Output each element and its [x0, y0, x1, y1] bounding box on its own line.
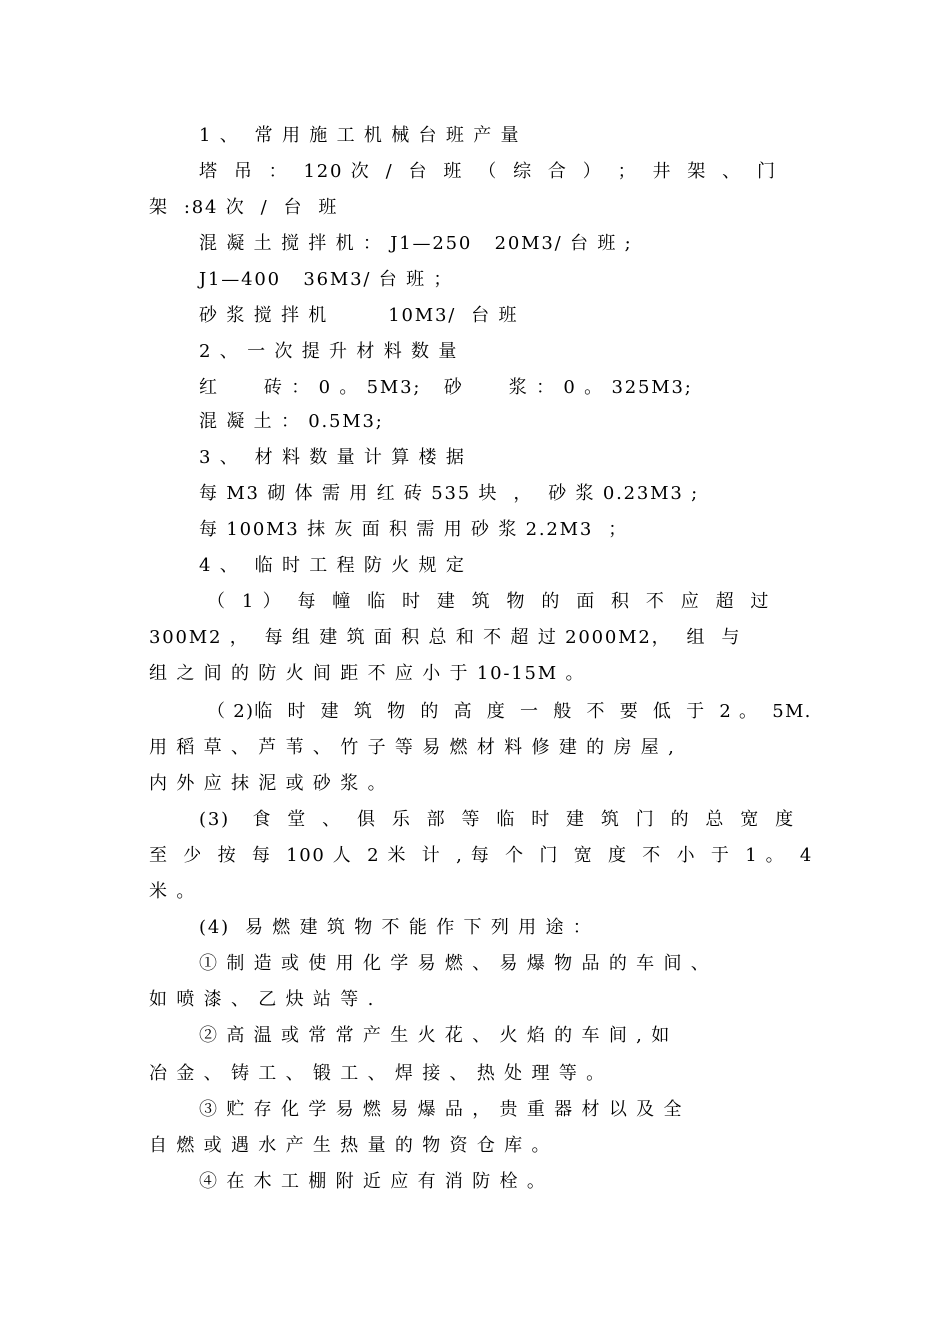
- heading-3: 3 、 材 料 数 量 计 算 楼 据: [199, 447, 466, 468]
- text-line-rule-2-cont: 用 稻 草 、 芦 苇 、 竹 子 等 易 燃 材 料 修 建 的 房 屋 ,: [149, 737, 676, 758]
- text-line-item-2-cont: 冶 金 、 铸 工 、 锻 工 、 焊 接 、 热 处 理 等 。: [149, 1063, 606, 1084]
- heading-1: 1 、 常 用 施 工 机 械 台 班 产 量: [199, 125, 521, 146]
- text-line-rule-1-cont: 300M2 ， 每 组 建 筑 面 积 总 和 不 超 过 2000M2， 组 与: [149, 627, 742, 648]
- text-line-brick-mortar: 红 砖 ： 0 。 5M3; 砂 浆 ： 0 。 325M3;: [199, 377, 693, 398]
- text-line-j1-400: J1—400 36M3/ 台 班 ；: [199, 269, 454, 290]
- text-line-item-1: ① 制 造 或 使 用 化 学 易 燃 、 易 爆 物 品 的 车 间 、: [199, 953, 711, 974]
- text-line-mortar-mixer: 砂 浆 搅 拌 机 10M3/ 台 班: [199, 305, 519, 326]
- text-line-frame: 架 :84 次 / 台 班: [149, 197, 339, 218]
- text-line-concrete-mixer: 混 凝 土 搅 拌 机 ： J1—250 20M3/ 台 班 ;: [199, 233, 633, 254]
- text-line-item-4: ④ 在 木 工 棚 附 近 应 有 消 防 栓 。: [199, 1171, 547, 1192]
- text-line-rule-2-end: 内 外 应 抹 泥 或 砂 浆 。: [149, 773, 388, 794]
- text-line-rule-3-cont: 至 少 按 每 100 人 2 米 计 , 每 个 门 宽 度 不 小 于 1 。 4: [149, 845, 813, 866]
- text-line-item-3: ③ 贮 存 化 学 易 燃 易 爆 品 ， 贵 重 器 材 以 及 全: [199, 1099, 684, 1120]
- text-line-concrete: 混 凝 土 ： 0.5M3;: [199, 411, 384, 432]
- text-line-rule-3: (3) 食 堂 、 俱 乐 部 等 临 时 建 筑 门 的 总 宽 度: [199, 809, 795, 830]
- text-line-rule-1: （ 1 ） 每 幢 临 时 建 筑 物 的 面 积 不 应 超 过: [207, 591, 771, 612]
- text-line-plaster: 每 100M3 抹 灰 面 积 需 用 砂 浆 2.2M3 ；: [199, 519, 629, 540]
- text-line-item-2: ② 高 温 或 常 常 产 生 火 花 、 火 焰 的 车 间 , 如: [199, 1025, 671, 1046]
- text-line-rule-1-end: 组 之 间 的 防 火 间 距 不 应 小 于 10-15M 。: [149, 663, 586, 684]
- text-line-item-3-cont: 自 燃 或 遇 水 产 生 热 量 的 物 资 仓 库 。: [149, 1135, 552, 1156]
- text-line-rule-3-end: 米 。: [149, 881, 197, 902]
- text-line-rule-2: （ 2)临 时 建 筑 物 的 高 度 一 般 不 要 低 于 2 。 5M.: [207, 701, 812, 722]
- text-line-item-1-cont: 如 喷 漆 、 乙 炔 站 等 .: [149, 989, 376, 1010]
- text-line-rule-4: (4) 易 燃 建 筑 物 不 能 作 下 列 用 途 ：: [199, 917, 593, 938]
- heading-2: 2 、 一 次 提 升 材 料 数 量: [199, 341, 459, 362]
- text-line-tower-crane: 塔 吊 ： 120 次 / 台 班 （ 综 合 ） ； 井 架 、 门: [199, 161, 777, 182]
- heading-4: 4 、 临 时 工 程 防 火 规 定: [199, 555, 466, 576]
- text-line-masonry: 每 M3 砌 体 需 用 红 砖 535 块 ， 砂 浆 0.23M3 ;: [199, 483, 700, 504]
